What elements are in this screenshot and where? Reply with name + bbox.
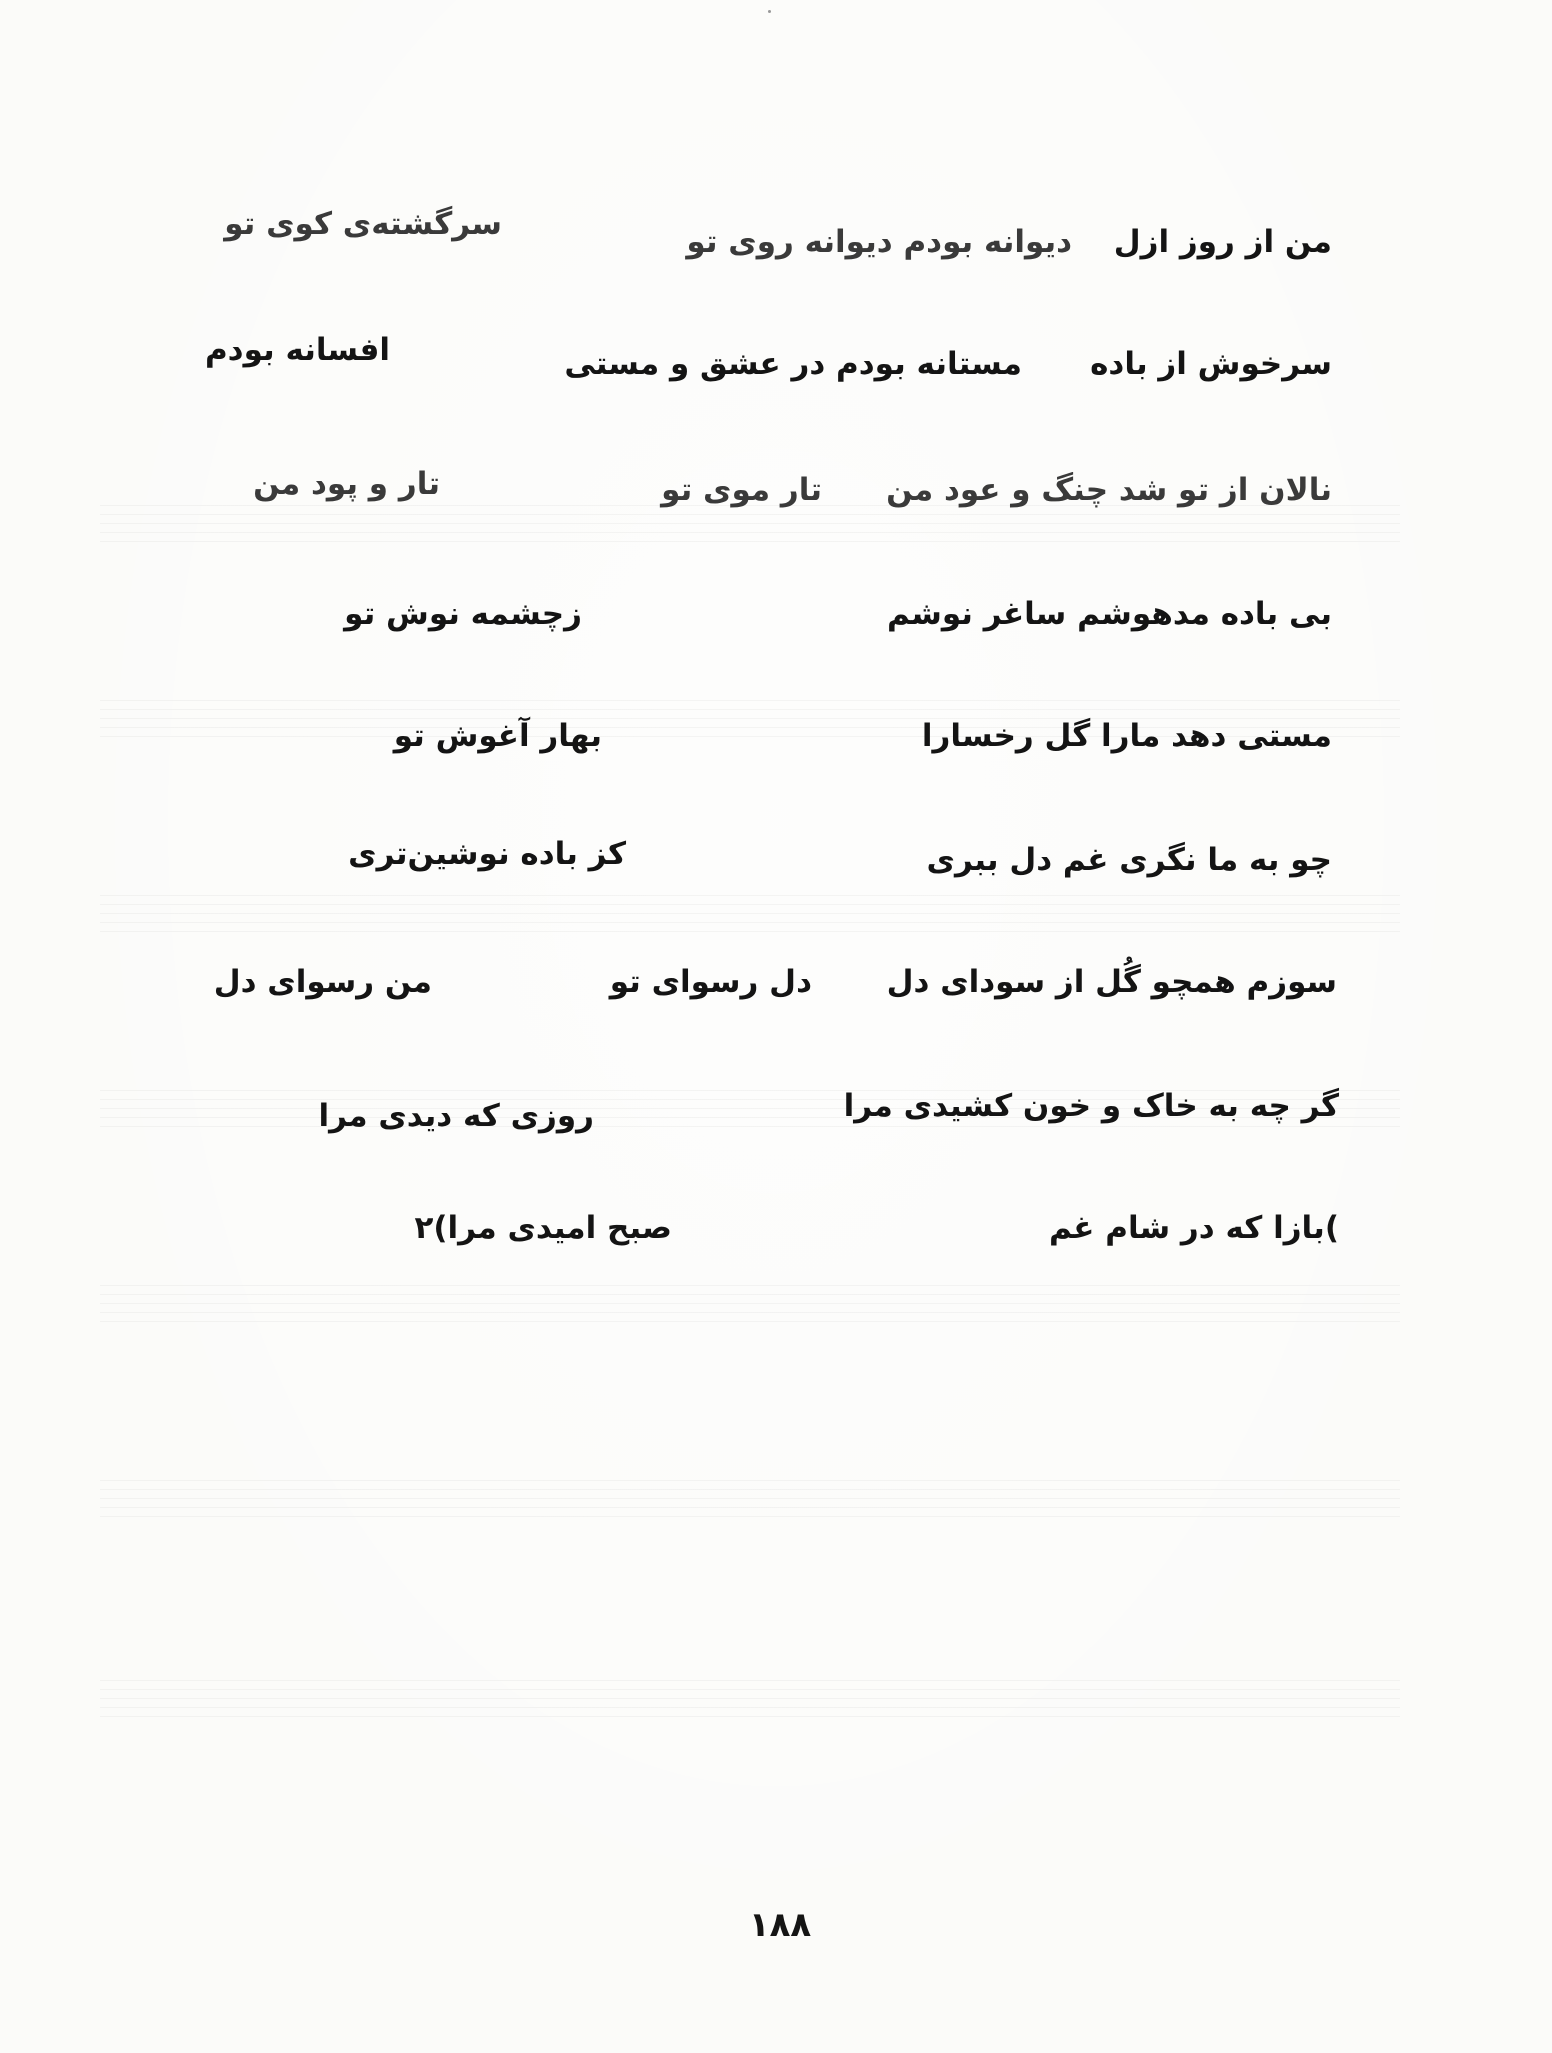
verse-line: [0, 584, 1552, 644]
bleed-through-staff: [100, 1480, 1400, 1524]
verse-line: [0, 334, 1552, 394]
verse-phrase-middle: دل رسوای تو: [609, 964, 812, 1000]
bleed-through-staff: [100, 1680, 1400, 1724]
bleed-through-staff: [100, 895, 1400, 939]
bleed-through-staff: [100, 1285, 1400, 1329]
verse-line: [0, 1076, 1552, 1136]
verse-line: [0, 206, 1552, 272]
verse-phrase-right: مستی دهد مارا گل رخسارا: [921, 718, 1332, 754]
verse-phrase-right: سرخوش از باده: [1090, 346, 1332, 382]
scan-speck: [768, 10, 771, 13]
verse-phrase-left: من رسوای دل: [213, 964, 432, 1000]
verse-phrase-left: روزی که دیدی مرا: [318, 1098, 594, 1134]
verse-phrase-right: سوزم همچو گُل از سودای دل: [886, 964, 1337, 1000]
verse-phrase-left: صبح امیدی مرا)۲: [414, 1210, 672, 1246]
verse-phrase-right: نالان از تو شد چنگ و عود من: [886, 472, 1332, 508]
verse-line: [0, 460, 1552, 520]
verse-phrase-middle: مستانه بودم در عشق و مستی: [564, 346, 1022, 382]
verse-line: [0, 706, 1552, 766]
verse-phrase-left: بهار آغوش تو: [393, 718, 602, 754]
verse-line: [0, 952, 1552, 1012]
verse-phrase-right: چو به ما نگری غم دل ببری: [926, 842, 1332, 878]
verse-line: [0, 830, 1552, 890]
verse-phrase-left: سرگشته‌ی کوی تو: [224, 206, 502, 242]
verse-phrase-right: گر چه به خاک و خون کشیدی مرا: [843, 1088, 1339, 1124]
verse-phrase-left: زچشمه نوش تو: [344, 596, 582, 632]
verse-phrase-middle: دیوانه بودم دیوانه روی تو: [686, 224, 1072, 260]
verse-phrase-middle: تار موی تو: [661, 472, 822, 508]
verse-phrase-left: تار و پود من: [253, 466, 440, 502]
verse-phrase-right: بی باده مدهوشم ساغر نوشم: [887, 596, 1332, 632]
verse-phrase-left: افسانه بودم: [204, 332, 390, 368]
page-number: ۱۸۸: [748, 1905, 812, 1945]
verse-line: [0, 1198, 1552, 1258]
verse-phrase-right: من از روز ازل: [1113, 224, 1332, 260]
verse-phrase-right: )بازا که در شام غم: [1048, 1210, 1339, 1246]
verse-phrase-left: کز باده نوشین‌تری: [348, 836, 626, 872]
